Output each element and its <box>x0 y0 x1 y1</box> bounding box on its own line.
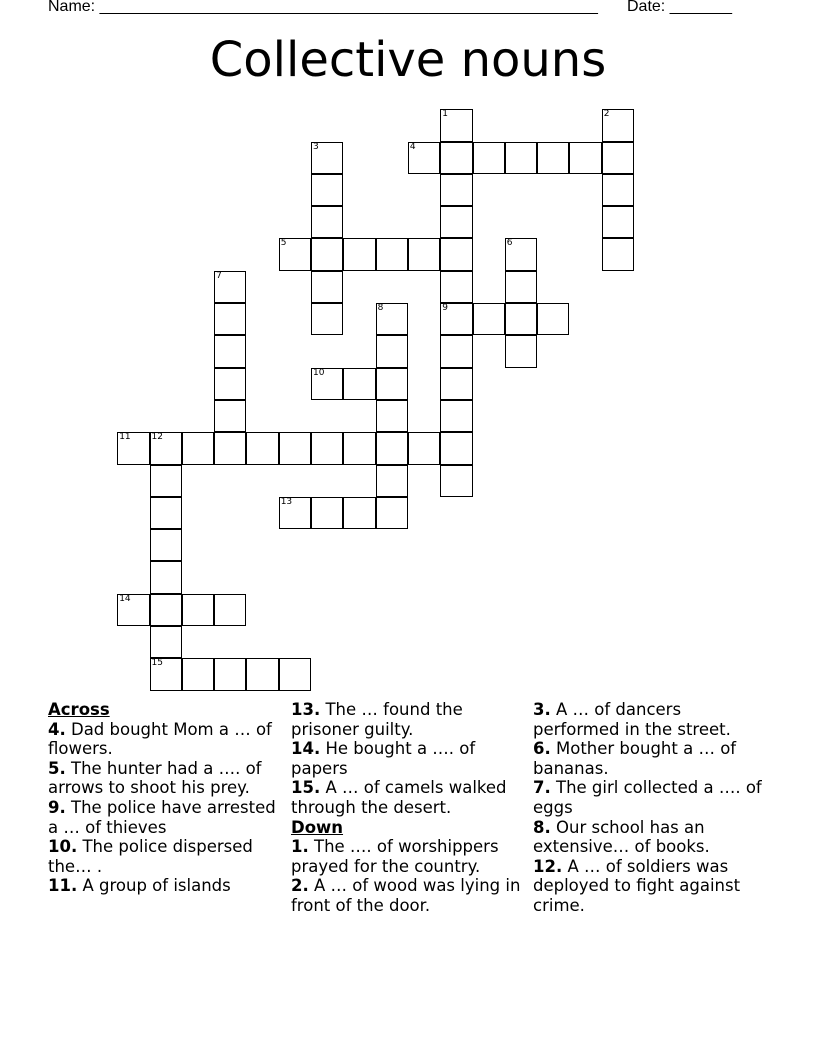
grid-cell[interactable] <box>246 432 278 464</box>
grid-cell[interactable] <box>311 174 343 206</box>
date-field-label: Date: _______ <box>627 0 732 15</box>
clue-item-number: 9. <box>48 797 66 817</box>
grid-cell[interactable] <box>279 238 311 270</box>
grid-cell[interactable] <box>182 432 214 464</box>
grid-cell[interactable] <box>602 238 634 270</box>
grid-cell[interactable] <box>311 432 343 464</box>
clue-item <box>48 798 278 837</box>
grid-cell[interactable] <box>376 400 408 432</box>
clue-item-number: 12. <box>533 856 563 876</box>
grid-cell[interactable] <box>440 109 472 141</box>
clue-item-number: 7. <box>533 778 551 798</box>
clue-item-number: 6. <box>533 739 551 759</box>
clue-number: 6 <box>506 238 513 249</box>
clue-item-number: 15. <box>291 778 321 798</box>
clue-number: 2 <box>603 109 610 120</box>
clue-item-number: 5. <box>48 758 66 778</box>
grid-cell[interactable] <box>150 529 182 561</box>
clue-number: 13 <box>280 496 293 507</box>
clues-column-3 <box>533 700 765 916</box>
clue-item <box>533 857 765 916</box>
grid-cell[interactable] <box>505 271 537 303</box>
grid-cell[interactable] <box>311 368 343 400</box>
clue-item-text: Our school has an extensive… of books. <box>533 817 710 857</box>
clue-item-text: A … of soldiers was deployed to fight against crime. <box>533 856 741 915</box>
grid-cell[interactable] <box>311 206 343 238</box>
grid-cell[interactable] <box>214 658 246 690</box>
grid-cell[interactable] <box>311 271 343 303</box>
grid-cell[interactable] <box>214 335 246 367</box>
clues-column-2 <box>291 700 527 916</box>
clue-item-number: 3. <box>533 700 551 719</box>
clue-item-number: 10. <box>48 837 78 857</box>
grid-cell[interactable] <box>343 238 375 270</box>
grid-cell[interactable] <box>214 368 246 400</box>
grid-cell[interactable] <box>279 497 311 529</box>
grid-cell[interactable] <box>182 658 214 690</box>
grid-cell[interactable] <box>537 303 569 335</box>
clue-item-text: The … found the prisoner guilty. <box>291 700 463 739</box>
grid-cell[interactable] <box>440 142 472 174</box>
grid-cell[interactable] <box>537 142 569 174</box>
grid-cell[interactable] <box>343 497 375 529</box>
grid-cell[interactable] <box>150 594 182 626</box>
clue-item-number: 14. <box>291 739 321 759</box>
grid-cell[interactable] <box>376 465 408 497</box>
clue-number: 12 <box>151 432 163 443</box>
clue-number: 11 <box>119 432 131 443</box>
grid-cell[interactable] <box>440 368 472 400</box>
grid-cell[interactable] <box>440 303 472 335</box>
grid-cell[interactable] <box>376 238 408 270</box>
grid-cell[interactable] <box>408 142 440 174</box>
grid-cell[interactable] <box>440 174 472 206</box>
clue-item-text: The police dispersed the… . <box>48 837 253 876</box>
clue-item <box>291 837 527 876</box>
clue-number: 15 <box>151 658 163 669</box>
grid-cell[interactable] <box>505 303 537 335</box>
grid-cell[interactable] <box>182 594 214 626</box>
grid-cell[interactable] <box>440 465 472 497</box>
clue-item <box>48 837 278 876</box>
grid-cell[interactable] <box>214 271 246 303</box>
grid-cell[interactable] <box>117 594 149 626</box>
clues-column-1 <box>48 700 278 896</box>
grid-cell[interactable] <box>602 109 634 141</box>
clue-item <box>533 778 765 817</box>
clue-number: 3 <box>313 141 319 152</box>
clue-number: 7 <box>216 270 222 281</box>
grid-cell[interactable] <box>279 432 311 464</box>
grid-cell[interactable] <box>473 303 505 335</box>
grid-cell[interactable] <box>311 142 343 174</box>
grid-cell[interactable] <box>440 335 472 367</box>
clue-number: 14 <box>119 593 131 604</box>
clue-item <box>291 876 527 915</box>
grid-cell[interactable] <box>311 303 343 335</box>
clue-item-text: The …. of worshippers prayed for the country. <box>291 837 499 876</box>
grid-cell[interactable] <box>214 432 246 464</box>
grid-cell[interactable] <box>246 658 278 690</box>
clue-item <box>533 700 765 739</box>
clue-item-number: 8. <box>533 817 551 837</box>
grid-cell[interactable] <box>214 303 246 335</box>
grid-cell[interactable] <box>408 432 440 464</box>
grid-cell[interactable] <box>214 594 246 626</box>
clue-item-text: The police have arrested a … of thieves <box>48 797 276 837</box>
grid-cell[interactable] <box>376 368 408 400</box>
grid-cell[interactable] <box>440 206 472 238</box>
clue-number: 8 <box>377 303 384 313</box>
clue-item-number: 13. <box>291 700 321 719</box>
clue-item-number: 4. <box>48 719 66 739</box>
clue-item-text: A … of camels walked through the desert. <box>291 778 507 817</box>
clue-number: 4 <box>409 141 416 152</box>
grid-cell[interactable] <box>150 626 182 658</box>
grid-cell[interactable] <box>440 238 472 270</box>
grid-cell[interactable] <box>150 432 182 464</box>
grid-cell[interactable] <box>505 335 537 367</box>
clue-item-number: 1. <box>291 837 309 857</box>
grid-cell[interactable] <box>311 497 343 529</box>
clue-item <box>291 700 527 739</box>
grid-cell[interactable] <box>602 174 634 206</box>
clue-number: 10 <box>313 367 325 378</box>
grid-cell[interactable] <box>150 658 182 690</box>
clue-item <box>48 720 278 759</box>
clue-number: 5 <box>280 238 287 249</box>
clue-item-text: The girl collected a …. of eggs <box>533 778 762 817</box>
clue-number: 1 <box>442 109 448 120</box>
clue-item-number: 2. <box>291 876 309 896</box>
grid-cell[interactable] <box>408 238 440 270</box>
grid-cell[interactable] <box>376 432 408 464</box>
grid-cell[interactable] <box>440 271 472 303</box>
clue-item-text: The hunter had a …. of arrows to shoot his prey. <box>48 758 262 798</box>
clue-item-text: Mother bought a … of bananas. <box>533 739 737 778</box>
grid-cell[interactable] <box>343 368 375 400</box>
clue-item-text: A group of islands <box>77 876 231 896</box>
grid-cell[interactable] <box>505 238 537 270</box>
clue-item-text: He bought a …. of papers <box>291 739 476 778</box>
grid-cell[interactable] <box>376 335 408 367</box>
clue-item <box>291 739 527 778</box>
name-field-label: Name: ________________________________________________________ <box>48 0 598 15</box>
page-title: Collective nouns <box>209 32 607 88</box>
clue-item-text: A … of dancers performed in the street. <box>533 700 731 739</box>
grid-cell[interactable] <box>150 465 182 497</box>
grid-cell[interactable] <box>150 497 182 529</box>
clue-number: 9 <box>442 303 448 313</box>
grid-cell[interactable] <box>150 561 182 593</box>
grid-cell[interactable] <box>505 142 537 174</box>
clue-item <box>48 876 278 896</box>
clue-item <box>533 818 765 857</box>
grid-cell[interactable] <box>440 400 472 432</box>
clue-item-text: A … of wood was lying in front of the door. <box>291 876 521 915</box>
grid-cell[interactable] <box>376 497 408 529</box>
down-heading: Down <box>291 817 344 837</box>
grid-cell[interactable] <box>569 142 601 174</box>
clue-item-number: 11. <box>48 876 78 896</box>
grid-cell[interactable] <box>440 432 472 464</box>
clue-item <box>48 759 278 798</box>
grid-cell[interactable] <box>311 238 343 270</box>
grid-cell[interactable] <box>214 400 246 432</box>
grid-cell[interactable] <box>117 432 149 464</box>
grid-cell[interactable] <box>376 303 408 335</box>
clue-item-text: Dad bought Mom a … of flowers. <box>48 719 272 759</box>
grid-cell[interactable] <box>602 206 634 238</box>
grid-cell[interactable] <box>602 142 634 174</box>
grid-cell[interactable] <box>473 142 505 174</box>
clue-item <box>291 778 527 817</box>
clue-item <box>533 739 765 778</box>
grid-cell[interactable] <box>343 432 375 464</box>
across-heading: Across <box>48 700 110 719</box>
grid-cell[interactable] <box>279 658 311 690</box>
